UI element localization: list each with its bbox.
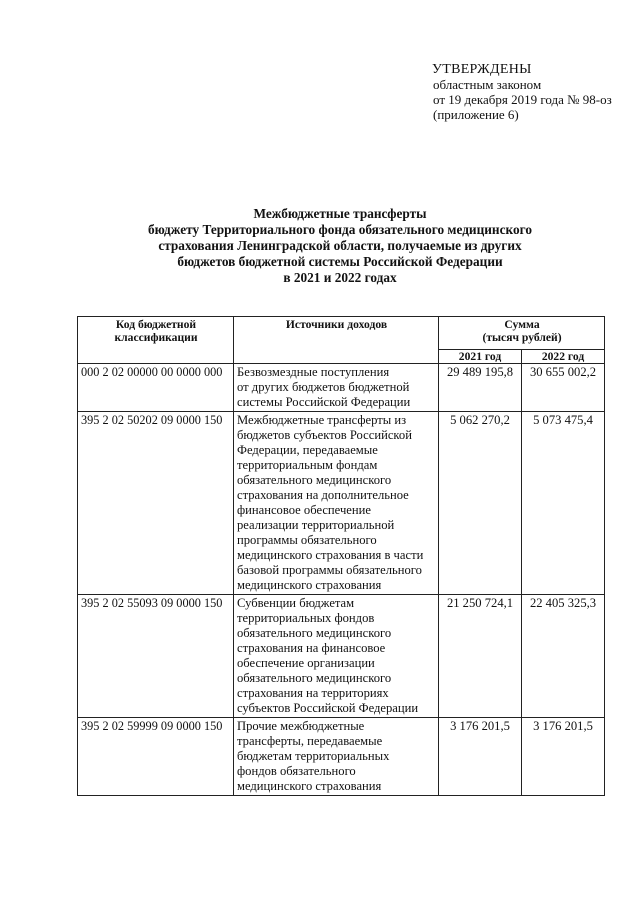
cell-amount-2021: 5 062 270,2 <box>439 412 522 595</box>
approval-line: от 19 декабря 2019 года № 98-оз <box>433 92 612 107</box>
cell-source-line: территориальным фондам <box>237 458 378 472</box>
cell-source-line: обязательного медицинского <box>237 473 392 487</box>
table-row <box>78 595 605 718</box>
cell-source-line: страхования на территориях <box>237 686 389 700</box>
table-body <box>78 364 605 796</box>
transfers-table <box>77 316 605 796</box>
cell-source-line: реализации территориальной <box>237 518 395 532</box>
cell-source-line: Федерации, передаваемые <box>237 443 378 457</box>
header-sum-label: Сумма <box>504 318 540 331</box>
cell-source <box>234 595 439 718</box>
header-sum <box>439 317 605 350</box>
cell-code: 000 2 02 00000 00 0000 000 <box>78 364 234 412</box>
cell-source <box>234 364 439 412</box>
cell-source-line: медицинского страхования <box>237 578 382 592</box>
title-line: страхования Ленинградской области, получаемые из других <box>158 238 522 253</box>
document-title <box>90 206 590 286</box>
cell-source-line: Безвозмездные поступления <box>237 365 390 379</box>
cell-source-line: программы обязательного <box>237 533 377 547</box>
cell-amount-2022: 5 073 475,4 <box>522 412 605 595</box>
cell-source-line: страхования на финансовое <box>237 641 386 655</box>
cell-amount-2022: 30 655 002,2 <box>522 364 605 412</box>
cell-source-line: фондов обязательного <box>237 764 356 778</box>
header-sum-unit: (тысяч рублей) <box>482 331 562 344</box>
cell-source-line: системы Российской Федерации <box>237 395 411 409</box>
cell-source <box>234 412 439 595</box>
header-code: Код бюджетной классификации <box>78 317 234 364</box>
header-year-2022: 2022 год <box>522 350 605 364</box>
cell-source-line: трансферты, передаваемые <box>237 734 383 748</box>
title-line: Межбюджетные трансферты <box>253 206 427 221</box>
cell-code: 395 2 02 55093 09 0000 150 <box>78 595 234 718</box>
cell-amount-2021: 21 250 724,1 <box>439 595 522 718</box>
cell-source-line: финансовое обеспечение <box>237 503 371 517</box>
cell-source-line: страхования на дополнительное <box>237 488 409 502</box>
title-line: в 2021 и 2022 годах <box>283 270 397 285</box>
cell-source-line: обязательного медицинского <box>237 671 392 685</box>
cell-source-line: Субвенции бюджетам <box>237 596 355 610</box>
cell-source-line: Прочие межбюджетные <box>237 719 365 733</box>
cell-source-line: медицинского страхования <box>237 779 382 793</box>
header-year-2021: 2021 год <box>439 350 522 364</box>
header-source: Источники доходов <box>234 317 439 364</box>
cell-amount-2021: 29 489 195,8 <box>439 364 522 412</box>
cell-source-line: от других бюджетов бюджетной <box>237 380 410 394</box>
cell-source-line: Межбюджетные трансферты из <box>237 413 407 427</box>
cell-source-line: субъектов Российской Федерации <box>237 701 419 715</box>
cell-amount-2021: 3 176 201,5 <box>439 718 522 796</box>
cell-source-line: обязательного медицинского <box>237 626 392 640</box>
cell-source <box>234 718 439 796</box>
cell-source-line: базовой программы обязательного <box>237 563 422 577</box>
cell-amount-2022: 3 176 201,5 <box>522 718 605 796</box>
cell-source-line: бюджетам территориальных <box>237 749 390 763</box>
cell-source-line: территориальных фондов <box>237 611 375 625</box>
cell-source-line: бюджетов субъектов Российской <box>237 428 412 442</box>
approval-line: (приложение 6) <box>433 107 519 122</box>
cell-code: 395 2 02 59999 09 0000 150 <box>78 718 234 796</box>
approval-line: областным законом <box>433 77 542 92</box>
table-row <box>78 364 605 412</box>
approval-block <box>432 62 612 122</box>
cell-source-line: обеспечение организации <box>237 656 375 670</box>
title-line: бюджету Территориального фонда обязательного медицинского <box>148 222 532 237</box>
cell-amount-2022: 22 405 325,3 <box>522 595 605 718</box>
cell-source-line: медицинского страхования в части <box>237 548 424 562</box>
table-row <box>78 718 605 796</box>
title-line: бюджетов бюджетной системы Российской Федерации <box>177 254 503 269</box>
cell-code: 395 2 02 50202 09 0000 150 <box>78 412 234 595</box>
table-row <box>78 412 605 595</box>
approval-heading: УТВЕРЖДЕНЫ <box>432 62 532 77</box>
